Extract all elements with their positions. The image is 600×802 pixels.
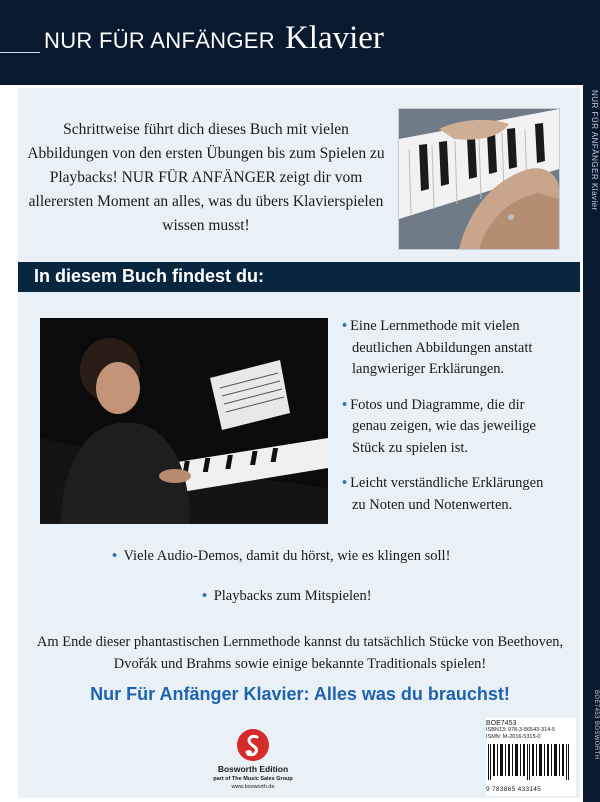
barcode-icon (486, 744, 572, 780)
feature-item (112, 586, 532, 608)
more-feature-list (112, 546, 532, 625)
bosworth-logo-icon (236, 728, 270, 762)
bullet-icon: • (112, 548, 118, 564)
feature-text: Fotos und Diagramme, die dir genau zeigen, wie das jeweilige Stück zu spielen ist. (350, 396, 536, 456)
feature-item (342, 316, 560, 381)
piano-hands-photo (398, 108, 560, 250)
tagline: Nur Für Anfänger Klavier: Alles was du brauchst! (90, 684, 510, 704)
bullet-icon: • (342, 475, 348, 491)
barcode-block (486, 718, 576, 796)
feature-item (112, 546, 532, 568)
bullet-icon: • (202, 587, 208, 604)
feature-text: Playbacks zum Mitspielen! (213, 587, 372, 604)
series-name: NUR FÜR ANFÄNGER (44, 28, 275, 53)
publisher-logo (208, 728, 298, 794)
publisher-url: www.bosworth.de (231, 784, 275, 790)
isbn-line: ISBN13: 978-3-86543-314-5 (486, 727, 556, 733)
cover-title (44, 20, 384, 57)
feature-item (342, 473, 560, 516)
barcode-digits: 9 783865 433145 (486, 786, 542, 793)
pianist-image (40, 318, 328, 524)
title-rule (0, 52, 40, 53)
feature-list (342, 316, 560, 530)
instrument-name: Klavier (284, 20, 384, 56)
spine-title: NUR FÜR ANFÄNGER Klavier (590, 90, 599, 211)
spine-code: BOE7453 BOSWORTH (593, 690, 599, 760)
feature-item (342, 395, 560, 460)
closing-paragraph: Am Ende dieser phantastischen Lernmethode kannst du tatsächlich Stücke von Beethoven, Dvořák und Brahms sowie einige bekannte Traditionals spielen! (36, 634, 564, 672)
feature-text: Viele Audio-Demos, damit du hörst, wie es klingen soll! (123, 548, 451, 564)
section-heading: In diesem Buch findest du: (34, 266, 265, 286)
feature-text: Eine Lernmethode mit vielen deutlichen Abbildungen anstatt langwieriger Erklärungen. (350, 318, 533, 377)
publisher-group: part of The Music Sales Group (213, 776, 293, 782)
pianist-photo (40, 318, 328, 524)
bullet-icon: • (342, 396, 348, 413)
catalog-code: BOE7453 (486, 720, 517, 727)
feature-text: Leicht verständliche Erklärungen zu Noten und Notenwerten. (350, 475, 544, 513)
intro-paragraph: Schrittweise führt dich dieses Buch mit vielen Abbildungen von den ersten Übungen bis zum Spielen zu Playbacks! NUR FÜR ANFÄNGER zeigt dir vom allerersten Moment an alles, was du übers Klavierspielen wissen musst! (27, 121, 385, 234)
publisher-name: Bosworth Edition (217, 764, 289, 774)
ismn-line: ISMN: M-2016-5315-0 (486, 733, 541, 740)
bullet-icon: • (342, 318, 348, 334)
piano-hands-image (399, 109, 559, 249)
